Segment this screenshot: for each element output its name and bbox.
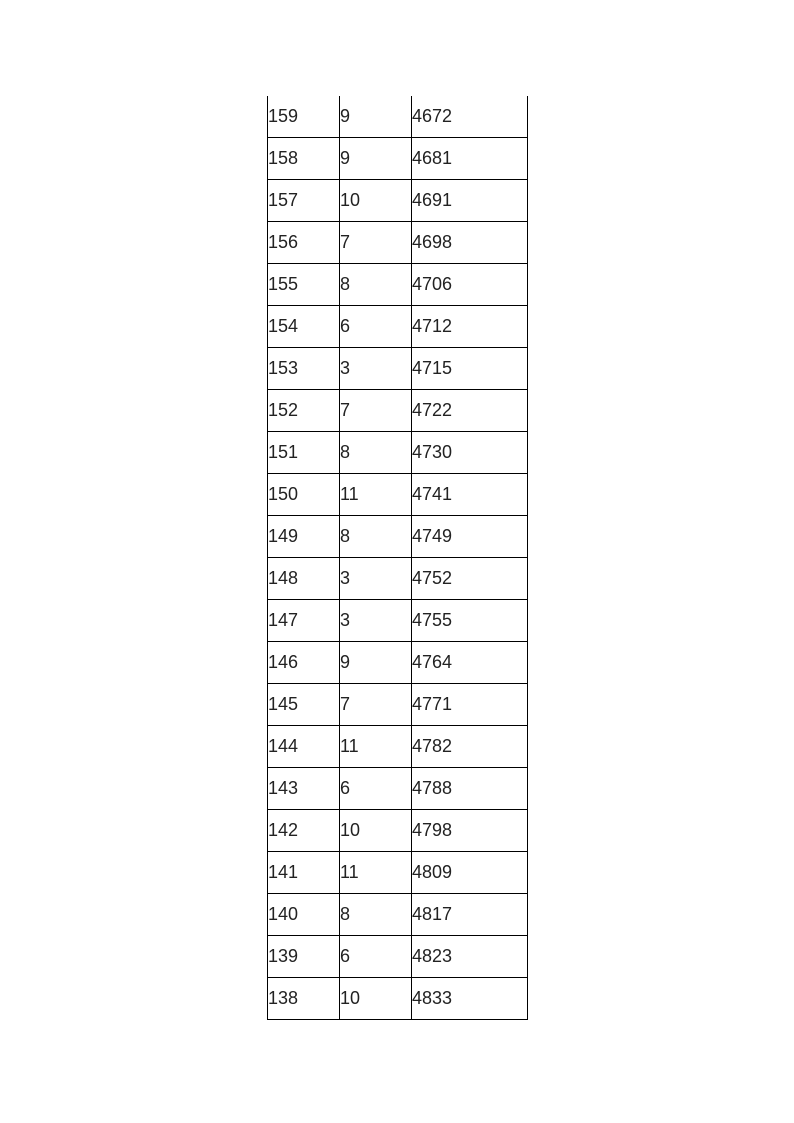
table-cell-count: 7 (340, 684, 412, 726)
table-cell-count: 3 (340, 558, 412, 600)
table-cell-score: 154 (268, 306, 340, 348)
table-row (268, 684, 528, 726)
table-cell-cumulative: 4722 (412, 390, 528, 432)
table-cell-cumulative: 4715 (412, 348, 528, 390)
table-row (268, 852, 528, 894)
table-cell-score: 151 (268, 432, 340, 474)
table-cell-count: 8 (340, 432, 412, 474)
table-cell-score: 143 (268, 768, 340, 810)
table-cell-cumulative: 4809 (412, 852, 528, 894)
table-row (268, 516, 528, 558)
table-cell-cumulative: 4817 (412, 894, 528, 936)
table-cell-count: 9 (340, 138, 412, 180)
table-cell-cumulative: 4833 (412, 978, 528, 1020)
table-cell-cumulative: 4698 (412, 222, 528, 264)
table-cell-cumulative: 4681 (412, 138, 528, 180)
table-cell-score: 158 (268, 138, 340, 180)
table-cell-cumulative: 4730 (412, 432, 528, 474)
table-cell-count: 9 (340, 642, 412, 684)
table-cell-count: 11 (340, 726, 412, 768)
table-cell-cumulative: 4752 (412, 558, 528, 600)
table-cell-cumulative: 4672 (412, 96, 528, 138)
table-cell-count: 3 (340, 600, 412, 642)
table-cell-count: 8 (340, 516, 412, 558)
table-cell-count: 10 (340, 978, 412, 1020)
table-row (268, 642, 528, 684)
table-cell-cumulative: 4782 (412, 726, 528, 768)
table-cell-count: 10 (340, 180, 412, 222)
table-cell-score: 144 (268, 726, 340, 768)
table-row (268, 768, 528, 810)
table-cell-score: 156 (268, 222, 340, 264)
table-row (268, 474, 528, 516)
table-cell-count: 7 (340, 390, 412, 432)
table-cell-score: 145 (268, 684, 340, 726)
table-cell-cumulative: 4764 (412, 642, 528, 684)
table-row (268, 348, 528, 390)
table-cell-count: 3 (340, 348, 412, 390)
table-row (268, 390, 528, 432)
table-cell-score: 159 (268, 96, 340, 138)
table-cell-count: 6 (340, 306, 412, 348)
table-cell-cumulative: 4706 (412, 264, 528, 306)
table-cell-score: 148 (268, 558, 340, 600)
table-cell-score: 138 (268, 978, 340, 1020)
table-cell-count: 9 (340, 96, 412, 138)
table-cell-cumulative: 4798 (412, 810, 528, 852)
table-row (268, 138, 528, 180)
table-cell-count: 8 (340, 264, 412, 306)
table-row (268, 96, 528, 138)
table-cell-count: 11 (340, 474, 412, 516)
table-cell-score: 140 (268, 894, 340, 936)
table-cell-score: 146 (268, 642, 340, 684)
table-row (268, 432, 528, 474)
table-cell-score: 142 (268, 810, 340, 852)
table-row (268, 894, 528, 936)
table-row (268, 306, 528, 348)
table-cell-cumulative: 4691 (412, 180, 528, 222)
table-row (268, 936, 528, 978)
table-cell-count: 6 (340, 936, 412, 978)
table-row (268, 600, 528, 642)
table-cell-cumulative: 4771 (412, 684, 528, 726)
table-cell-count: 8 (340, 894, 412, 936)
table-cell-score: 153 (268, 348, 340, 390)
table-row (268, 264, 528, 306)
table-body (268, 96, 528, 1020)
table-cell-score: 141 (268, 852, 340, 894)
table-row (268, 558, 528, 600)
table-row (268, 222, 528, 264)
table-cell-score: 147 (268, 600, 340, 642)
table-cell-score: 152 (268, 390, 340, 432)
table-cell-cumulative: 4741 (412, 474, 528, 516)
table-cell-count: 6 (340, 768, 412, 810)
table-cell-count: 11 (340, 852, 412, 894)
table-row (268, 180, 528, 222)
table-row (268, 978, 528, 1020)
table-cell-cumulative: 4788 (412, 768, 528, 810)
table-row (268, 726, 528, 768)
table-row (268, 810, 528, 852)
table-cell-count: 10 (340, 810, 412, 852)
table-cell-score: 155 (268, 264, 340, 306)
table-cell-cumulative: 4712 (412, 306, 528, 348)
data-table (267, 96, 528, 1020)
table-cell-cumulative: 4749 (412, 516, 528, 558)
table-cell-score: 139 (268, 936, 340, 978)
table-cell-count: 7 (340, 222, 412, 264)
table-cell-cumulative: 4823 (412, 936, 528, 978)
table-cell-cumulative: 4755 (412, 600, 528, 642)
table-cell-score: 150 (268, 474, 340, 516)
table-cell-score: 157 (268, 180, 340, 222)
table-cell-score: 149 (268, 516, 340, 558)
